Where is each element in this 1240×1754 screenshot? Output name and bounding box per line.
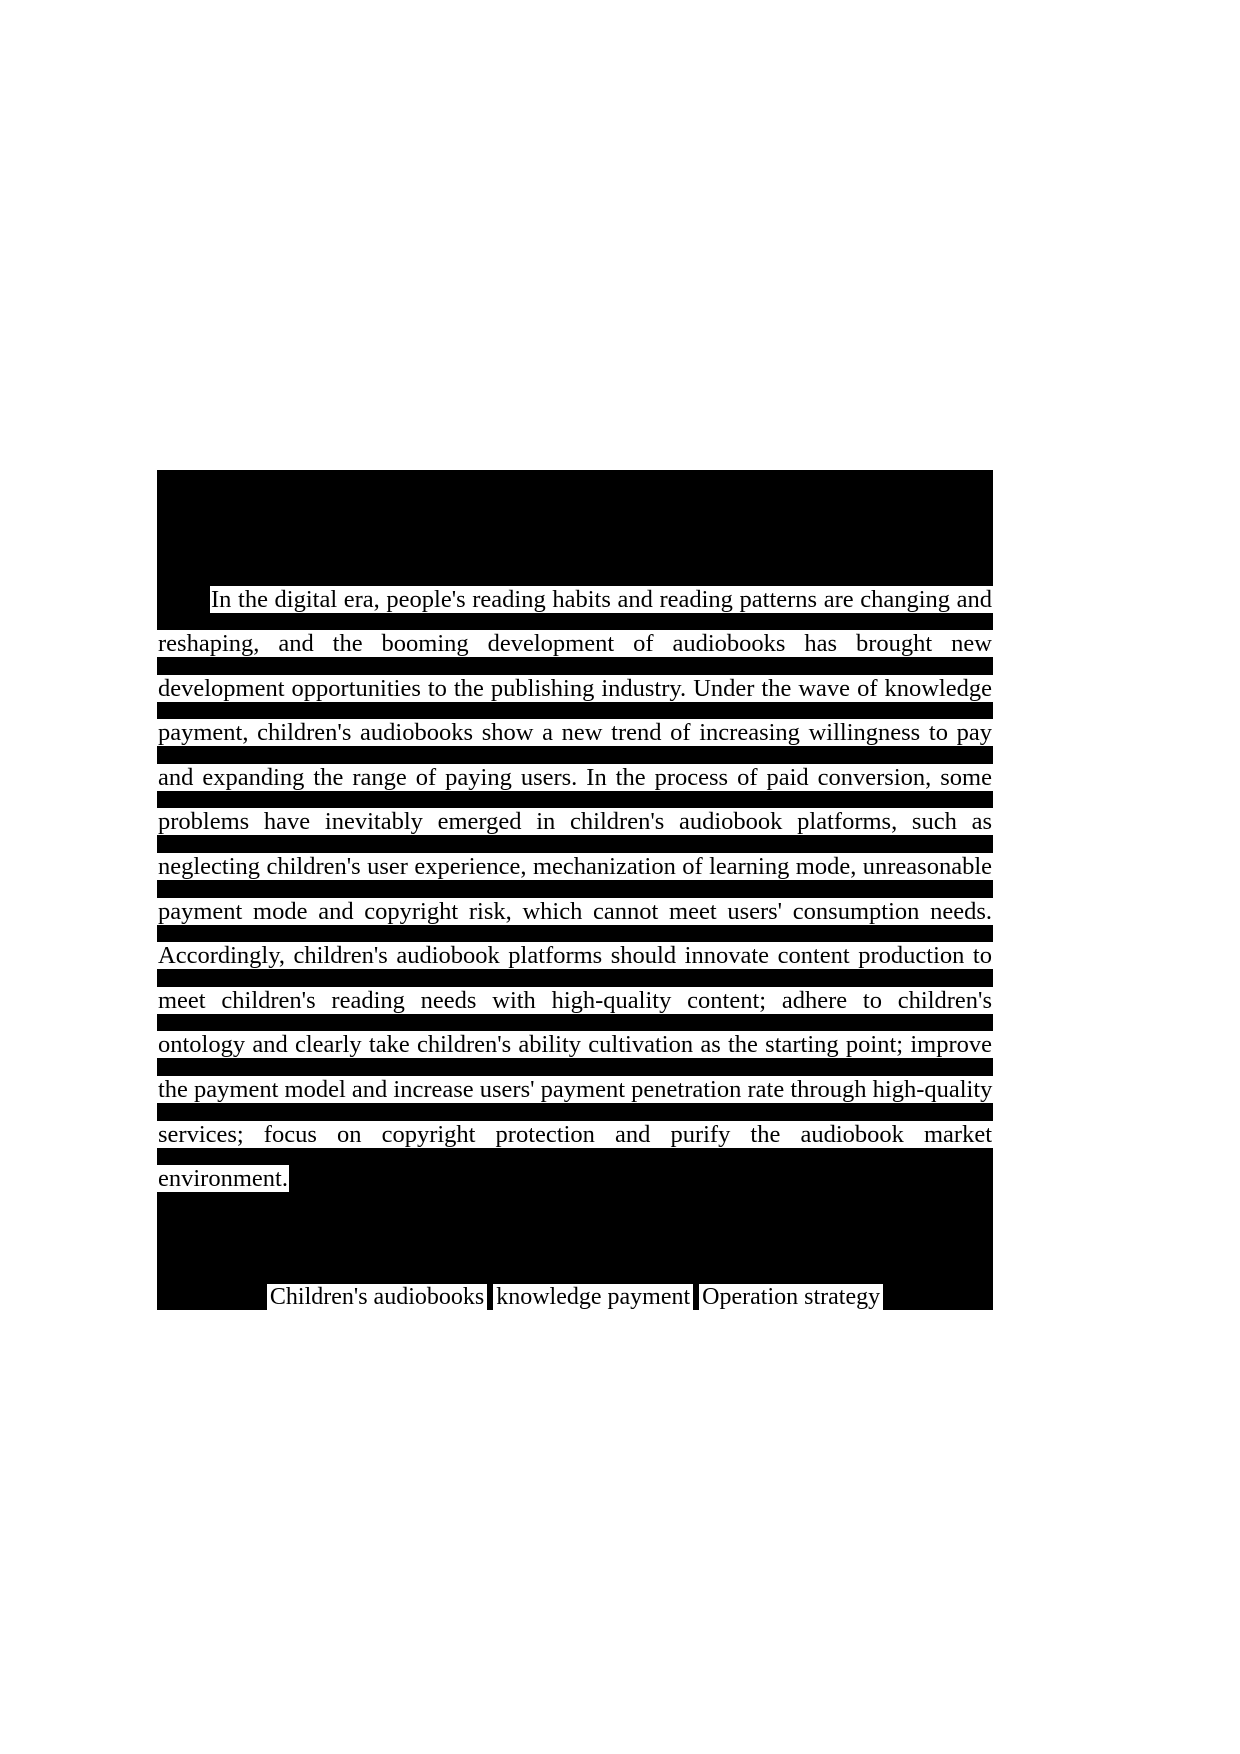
keyword-1: Children's audiobooks <box>267 1284 487 1310</box>
keyword-3: Operation strategy <box>699 1284 883 1310</box>
abstract-paragraph <box>157 578 993 1202</box>
keyword-2: knowledge payment <box>493 1284 693 1310</box>
redacted-block <box>157 470 993 1310</box>
keywords-row <box>157 1280 993 1314</box>
abstract-text: In the digital era, people's reading habits and reading patterns are changing and reshaping, and the booming development of audiobooks has brought new development opportunities to the publishing industry. Under the wave of knowledge payment, children's audiobooks show a new trend of increasing willingness to pay and expanding the range of paying users. In the process of paid conversion, some problems have inevitably emerged in children's audiobook platforms, such as neglecting children's user experience, mechanization of learning mode, unreasonable payment mode and copyright risk, which cannot meet users' consumption needs. Accordingly, children's audiobook platforms should innovate content production to meet children's reading needs with high-quality content; adhere to children's ontology and clearly take children's ability cultivation as the starting point; improve the payment model and increase users' payment penetration rate through high-quality services; focus on copyright protection and purify the audiobook market environment. <box>158 585 993 1193</box>
